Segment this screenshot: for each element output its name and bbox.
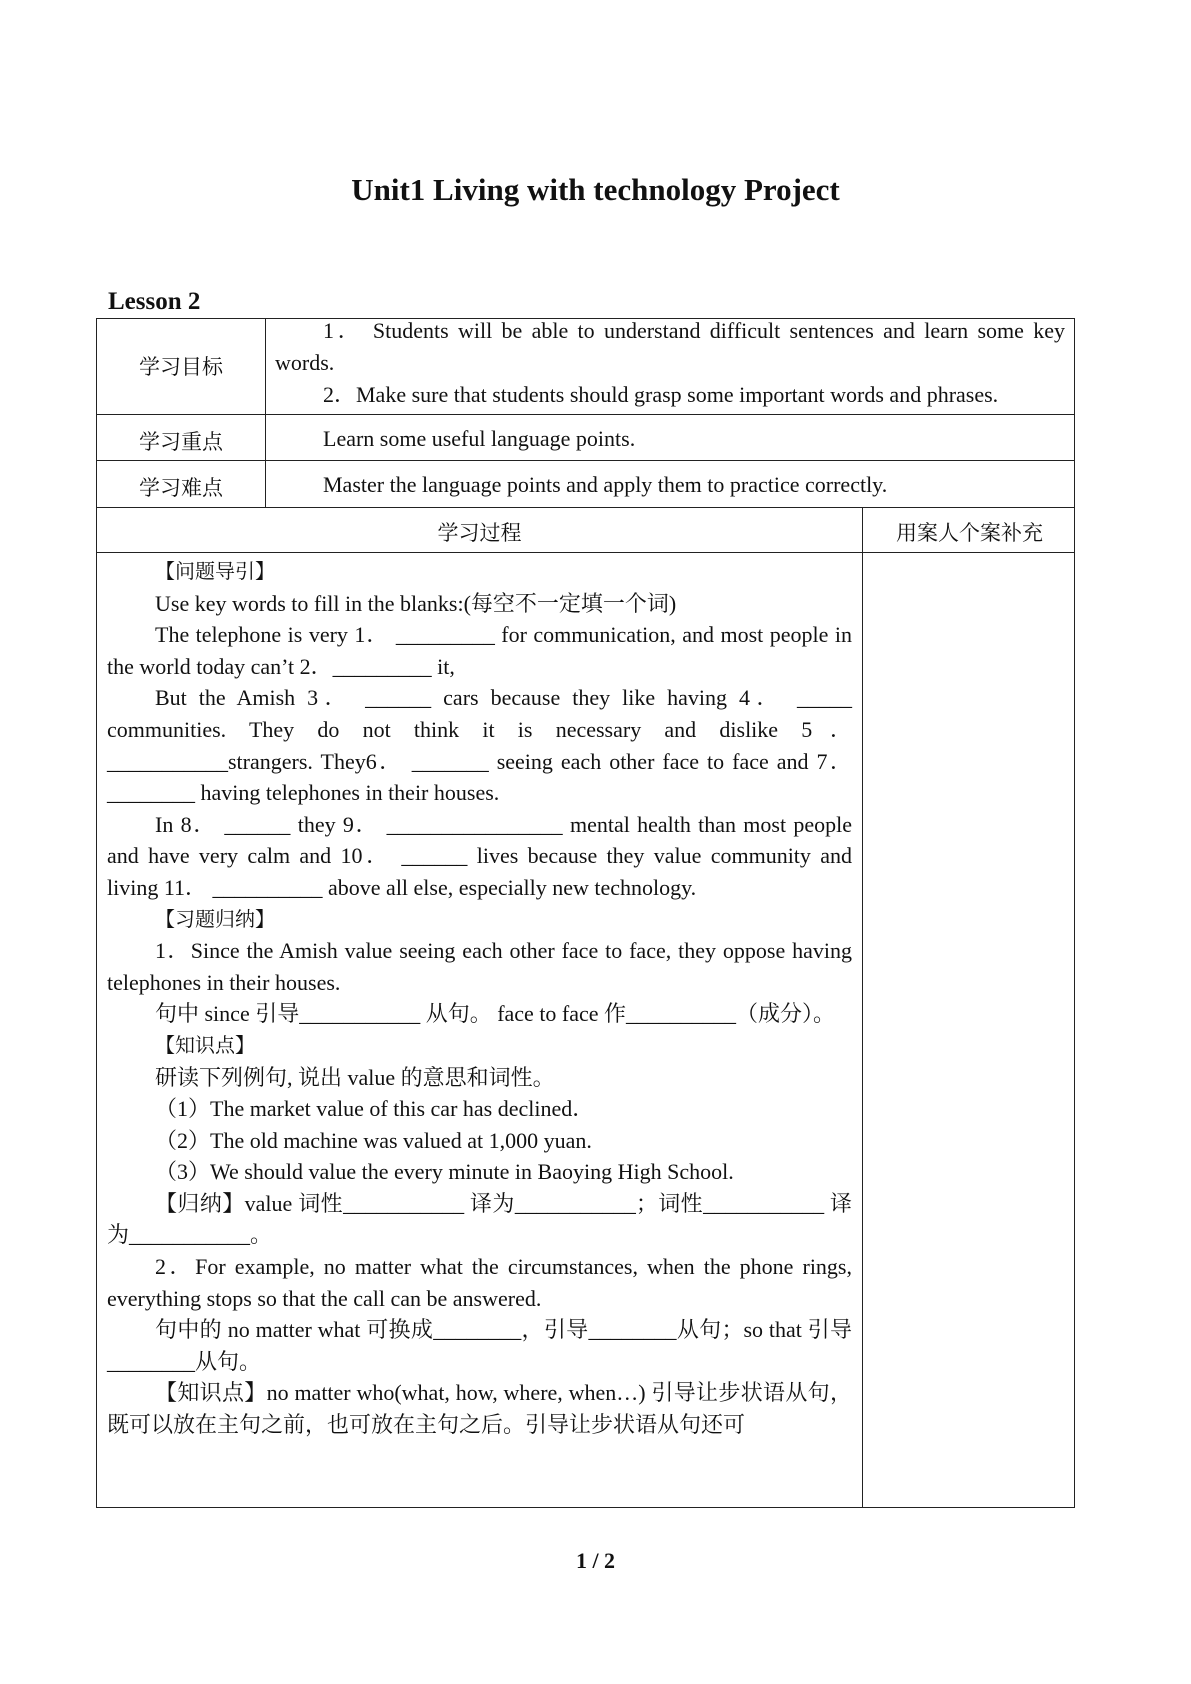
column-divider [862,507,863,1507]
paragraph: But the Amish 3． ______ cars because they like having 4． _____ communities. They do not think it is necessary and dislike 5． ___________strangers. They6． _______ seeing each other face to face and 7． ________ having telephones in their houses. [107,685,852,806]
section-heading: 【知识点】 [155,1032,255,1057]
focus-label: 学习重点 [139,430,223,454]
row-divider [97,460,1074,461]
exercise-sentence: 1．Since the Amish value seeing each other face to face, they oppose having telephones in their houses. [107,938,852,995]
process-header: 学习过程 [437,521,522,545]
page-number: 1 / 2 [575,1548,616,1573]
page-title: Unit1 Living with technology Project [351,172,840,207]
lesson-table [96,318,1075,1508]
difficulty-text: Master the language points and apply them to practice correctly. [323,472,888,497]
instruction-text: 研读下列例句, 说出 value 的意思和词性。 [155,1064,555,1090]
instruction-text: Use key words to fill in the blanks:(每空不一定填一个词) [155,590,677,616]
goal-2: 2．Make sure that students should grasp some important words and phrases. [323,382,999,407]
knowledge-note: 【知识点】no matter who(what, how, where, when…) 引导让步状语从句，既可以放在主句之前，也可放在主句之后。引导让步状语从句还可 [107,1380,852,1438]
example-sentence: （1）The market value of this car has declined． [155,1096,595,1122]
section-heading: 【习题归纳】 [155,906,275,931]
goals-label: 学习目标 [139,355,223,379]
example-sentence: （2）The old machine was valued at 1,000 yuan. [155,1127,592,1153]
difficulty-label: 学习难点 [139,476,223,500]
exercise-question: 句中的 no matter what 可换成________，引导________从句；so that 引导________从句。 [107,1317,852,1374]
column-divider [265,319,266,507]
summary-question: 【归纳】value 词性___________ 译为___________；词性___________ 译为___________。 [107,1190,852,1248]
exercise-sentence: 2．For example, no matter what the circumstances, when the phone rings, everything stops so that the call can be answered. [107,1254,852,1311]
goal-1: 1． Students will be able to understand difficult sentences and learn some key words. [275,318,1065,375]
row-divider [97,414,1074,415]
paragraph: The telephone is very 1． _________ for communication, and most people in the world today can’t 2．_________ it, [107,622,852,679]
exercise-question: 句中 since 引导___________ 从句。 face to face 作__________（成分）。 [155,1001,836,1027]
row-divider [97,507,1074,508]
paragraph: In 8． ______ they 9． ________________ mental health than most people and have very calm and 10． ______ lives because they value community and living 11． __________ above all else, especially new technology. [107,811,852,900]
lesson-heading: Lesson 2 [108,288,201,315]
focus-text: Learn some useful language points. [323,426,636,451]
row-divider [97,552,1074,553]
example-sentence: （3）We should value the every minute in Baoying High School. [155,1159,734,1185]
section-heading: 【问题导引】 [155,559,275,583]
process-content [107,556,852,1441]
supplement-header: 用案人个案补充 [896,521,1043,545]
